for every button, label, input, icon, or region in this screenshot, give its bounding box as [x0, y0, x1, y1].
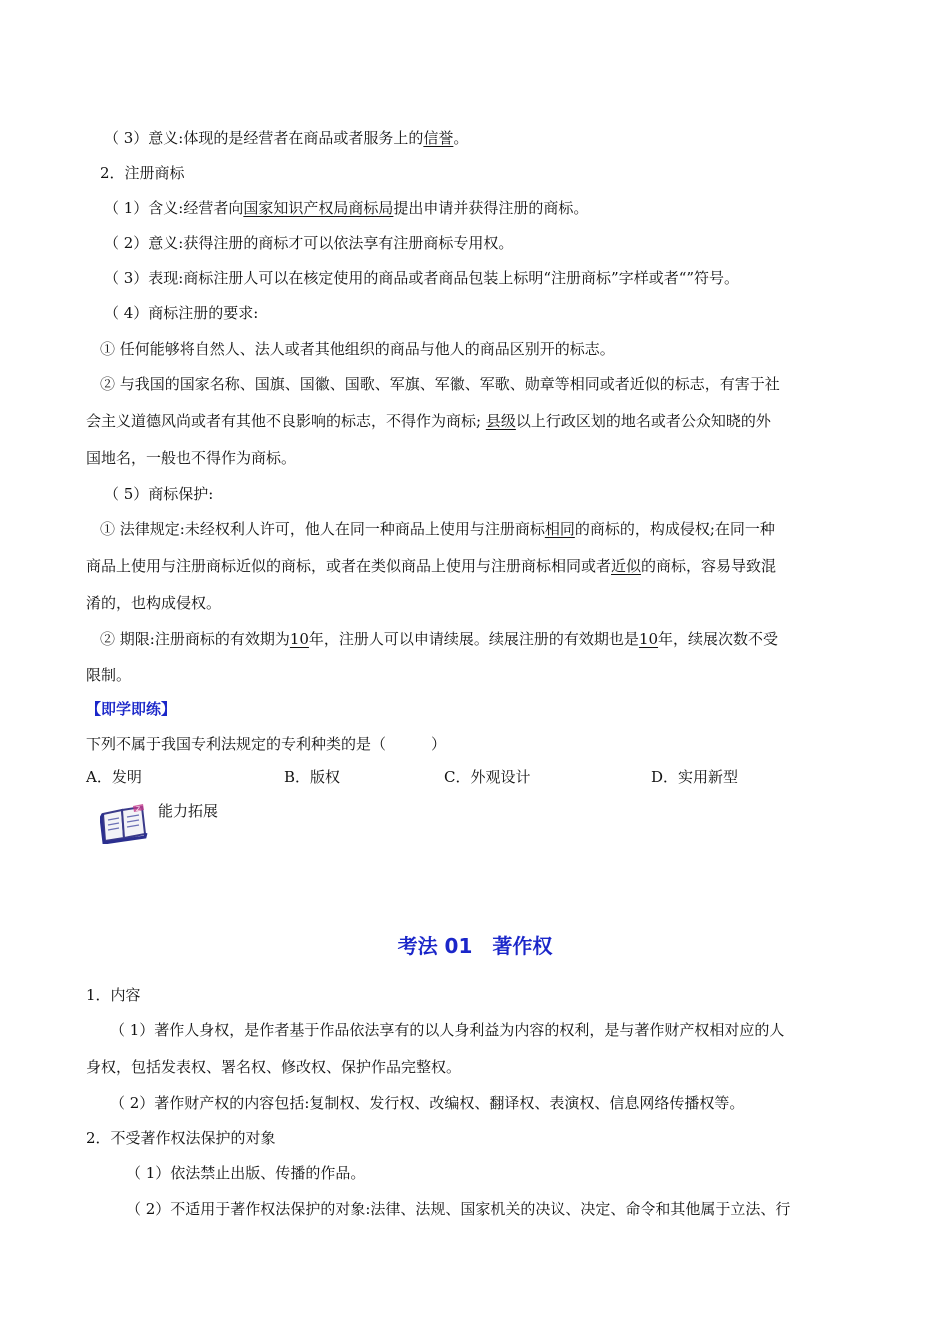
copyright-content-title: 1．内容 [86, 986, 141, 1004]
option-c[interactable]: C．外观设计 [444, 768, 531, 786]
copyright-property-rights: （ 2）著作财产权的内容包括:复制权、发行权、改编权、翻译权、表演权、信息网络传播权等。 [110, 1094, 745, 1112]
registration-requirements-title: （ 4）商标注册的要求: [104, 304, 259, 322]
underlined-term: 国家知识产权局商标局 [243, 199, 394, 217]
registered-meaning-line: （ 2）意义:获得注册的商标才可以依法享有注册商标专用权。 [104, 234, 514, 252]
practice-label: 【即学即练】 [86, 700, 177, 718]
text: 的商标的，构成侵权;在同一种 [574, 520, 775, 538]
protection-term-line-a [100, 628, 778, 650]
requirement-1: ① 任何能够将自然人、法人或者其他组织的商品与他人的商品区别开的标志。 [100, 340, 615, 358]
text: 会主义道德风尚或者有其他不良影响的标志，不得作为商标; [86, 412, 486, 430]
protection-law-line-a [100, 518, 775, 540]
trademark-meaning-line [104, 127, 468, 149]
text: ① 法律规定:未经权利人许可，他人在同一种商品上使用与注册商标 [100, 520, 545, 538]
underlined-term: 县级 [485, 412, 516, 430]
underlined-term: 10 [289, 630, 309, 648]
text: 。 [453, 129, 469, 147]
copyright-personal-rights-a: （ 1）著作人身权，是作者基于作品依法享有的以人身利益为内容的权利，是与著作财产权相对应的人 [110, 1021, 785, 1039]
text: 年，续展次数不受 [658, 630, 779, 648]
book-icon [100, 804, 148, 844]
text: 商品上使用与注册商标近似的商标，或者在类似商品上使用与注册商标相同或者 [86, 557, 612, 575]
underlined-term: 10 [638, 630, 659, 648]
text: 年，注册人可以申请续展。续展注册的有效期也是 [308, 630, 639, 648]
text: 提出申请并获得注册的商标。 [393, 199, 589, 217]
text: （ 3）意义:体现的是经营者在商品或者服务上的 [104, 129, 424, 147]
copyright-personal-rights-b: 身权，包括发表权、署名权、修改权、保护作品完整权。 [86, 1058, 462, 1076]
option-a[interactable]: A．发明 [86, 768, 142, 786]
unprotected-objects-title: 2．不受著作权法保护的对象 [86, 1129, 276, 1147]
registered-trademark-title: 2．注册商标 [100, 164, 185, 182]
option-d[interactable]: D．实用新型 [651, 768, 739, 786]
option-b[interactable]: B．版权 [284, 768, 341, 786]
requirement-2-line-c: 国地名，一般也不得作为商标。 [86, 449, 297, 467]
ability-extension-label: 能力拓展 [158, 802, 219, 820]
protection-law-line-c: 淆的，也构成侵权。 [86, 594, 222, 612]
text: 的商标，容易导致混 [641, 557, 777, 575]
underlined-term: 近似 [611, 557, 642, 575]
unprotected-objects-2: （ 2）不适用于著作权法保护的对象:法律、法规、国家机关的决议、决定、命令和其他属于立法、行 [126, 1200, 791, 1218]
unprotected-objects-1: （ 1）依法禁止出版、传播的作品。 [126, 1164, 366, 1182]
trademark-protection-title: （ 5）商标保护: [104, 485, 214, 503]
svg-text:Z: Z [136, 806, 141, 813]
text: （ 1）含义:经营者向 [104, 199, 244, 217]
registered-definition-line [104, 197, 588, 219]
practice-question: 下列不属于我国专利法规定的专利种类的是（ ） [86, 735, 447, 753]
underlined-term: 信誉 [423, 129, 454, 147]
requirement-2-line-a: ② 与我国的国家名称、国旗、国徽、国歌、军旗、军徽、军歌、勋章等相同或者近似的标志，有害于社 [100, 375, 780, 393]
text: 以上行政区划的地名或者公众知晓的外 [515, 412, 771, 430]
requirement-2-line-b [86, 410, 771, 432]
text: ② 期限:注册商标的有效期为 [100, 630, 290, 648]
section-heading-copyright: 考法 01 著作权 [397, 934, 553, 958]
protection-law-line-b [86, 555, 776, 577]
protection-term-line-b: 限制。 [86, 666, 132, 684]
underlined-term: 相同 [544, 520, 575, 538]
registered-expression-line: （ 3）表现:商标注册人可以在核定使用的商品或者商品包装上标明“注册商标”字样或者“”符号。 [104, 269, 740, 287]
